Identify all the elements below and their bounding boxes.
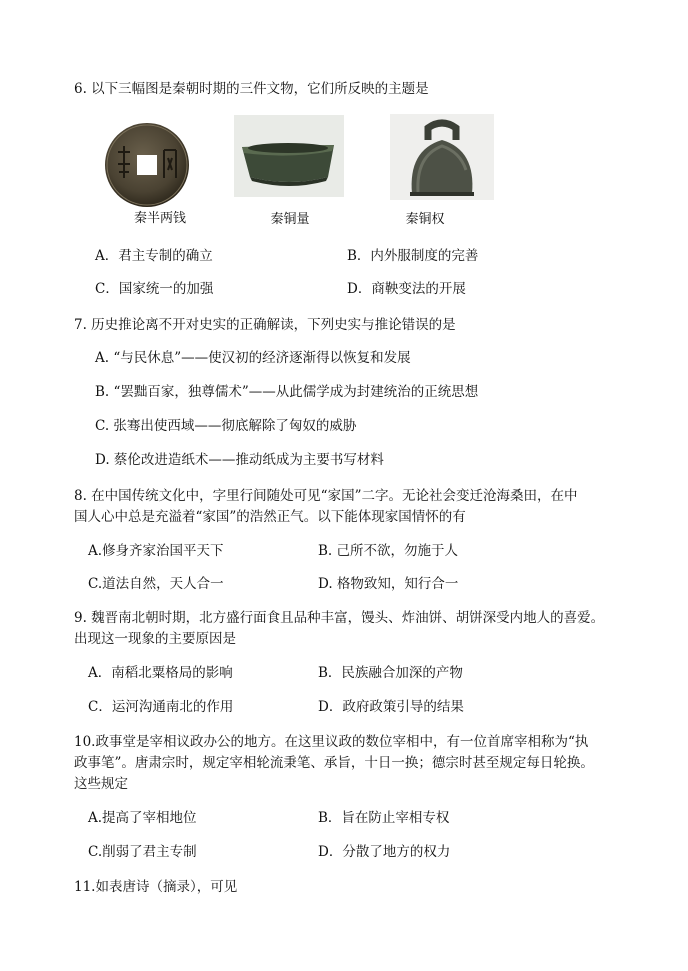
caption-measure: 秦铜量 bbox=[270, 212, 310, 227]
q9-option-a: A．南稻北粟格局的影响 bbox=[88, 665, 233, 681]
q6-option-d: D．商鞅变法的开展 bbox=[347, 281, 466, 297]
q7-option-c: C. 张骞出使西域——彻底解除了匈奴的威胁 bbox=[95, 418, 357, 434]
q10-option-d: D．分散了地方的权力 bbox=[318, 844, 451, 860]
q8-option-c: C.道法自然，天人合一 bbox=[88, 576, 224, 592]
q10-option-a: A.提高了宰相地位 bbox=[88, 810, 197, 826]
q10-stem-line3: 这些规定 bbox=[74, 776, 128, 792]
q9-stem-line2: 出现这一现象的主要原因是 bbox=[74, 631, 236, 647]
q6-option-b: B．内外服制度的完善 bbox=[347, 248, 479, 264]
q7-stem: 7. 历史推论离不开对史实的正确解读，下列史实与推论错误的是 bbox=[74, 317, 456, 333]
q9-option-c: C．运河沟通南北的作用 bbox=[88, 699, 234, 715]
q6-option-a: A．君主专制的确立 bbox=[95, 248, 213, 264]
q8-option-d: D. 格物致知，知行合一 bbox=[318, 576, 459, 592]
q10-stem-line1: 10.政事堂是宰相议政办公的地方。在这里议政的数位宰相中，有一位首席宰相称为“执 bbox=[74, 734, 589, 750]
q8-option-b: B. 己所不欲，勿施于人 bbox=[318, 543, 459, 559]
q8-stem-line1: 8. 在中国传统文化中，字里行间随处可见“家国”二字。无论社会变迁沧海桑田，在中 bbox=[74, 488, 578, 504]
caption-weight: 秦铜权 bbox=[405, 212, 445, 227]
q9-stem-line1: 9. 魏晋南北朝时期，北方盛行面食且品种丰富，馒头、炸油饼、胡饼深受内地人的喜爱。 bbox=[74, 610, 605, 626]
q10-option-b: B．旨在防止宰相专权 bbox=[318, 810, 450, 826]
q6-option-c: C．国家统一的加强 bbox=[95, 281, 214, 297]
q9-option-d: D．政府政策引导的结果 bbox=[318, 699, 464, 715]
q7-option-b: B. “罢黜百家，独尊儒术”——从此儒学成为封建统治的正统思想 bbox=[95, 384, 479, 400]
q9-option-b: B．民族融合加深的产物 bbox=[318, 665, 463, 681]
q7-option-d: D. 蔡伦改进造纸术——推动纸成为主要书写材料 bbox=[95, 452, 384, 468]
q10-stem-line2: 政事笔”。唐肃宗时，规定宰相轮流秉笔、承旨，十日一换；德宗时甚至规定每日轮换。 bbox=[74, 755, 594, 771]
qin-banliang-coin-image bbox=[104, 122, 190, 208]
q11-stem: 11.如表唐诗（摘录），可见 bbox=[74, 879, 238, 895]
qin-bronze-measure-image bbox=[234, 115, 344, 197]
q8-option-a: A.修身齐家治国平天下 bbox=[88, 543, 224, 559]
q7-option-a: A. “与民休息”——使汉初的经济逐渐得以恢复和发展 bbox=[95, 350, 411, 366]
q6-stem: 6. 以下三幅图是秦朝时期的三件文物，它们所反映的主题是 bbox=[74, 81, 429, 97]
q8-stem-line2: 国人心中总是充溢着“家国”的浩然正气。以下能体现家国情怀的有 bbox=[74, 509, 466, 525]
caption-coin: 秦半两钱 bbox=[133, 211, 186, 226]
qin-bronze-weight-image bbox=[390, 114, 494, 200]
q10-option-c: C.削弱了君主专制 bbox=[88, 844, 197, 860]
